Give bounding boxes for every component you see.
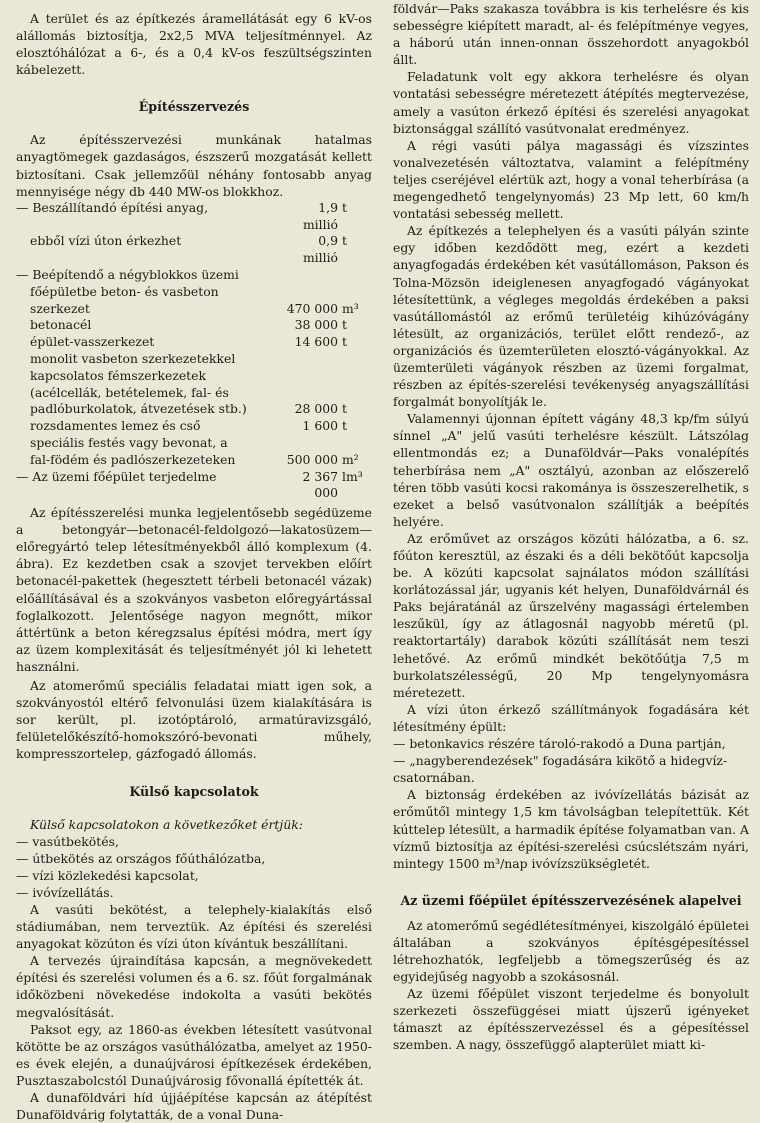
quantity-unit: m²	[342, 451, 359, 467]
quantity-value: 28 000	[294, 401, 338, 417]
quantity-label: rozsdamentes lemez és cső	[30, 418, 201, 434]
quantity-value: 14 600	[294, 334, 338, 350]
quantity-row	[16, 200, 372, 234]
section-heading-external: Külső kapcsolatok	[129, 783, 259, 799]
quantity-unit	[338, 435, 372, 452]
quantity-row	[16, 351, 372, 368]
section-heading-principles: Az üzemi főépület építésszervezésének alapelvei	[400, 892, 742, 908]
quantity-label: főépületbe beton- és vasbeton	[30, 283, 219, 299]
quantity-label: ebből vízi úton érkezhet	[30, 233, 182, 249]
quantity-label: — Beépítendő a négyblokkos üzemi	[16, 266, 239, 282]
paragraph: Az atomerőmű segédlétesítményei, kiszolgáló épületei általában a szokványos építésgépesítéssel létrehozhatók, legfeljebb a tömegszerűség és az egyidejűség nagyobb a szokásosnál.	[393, 917, 749, 985]
left-column	[16, 10, 372, 1123]
quantity-row	[16, 233, 372, 267]
paragraph: A biztonság érdekében az ivóvízellátás bázisát az erőműtől mintegy 1,5 km távolságban telepítettük. Két kúttelep létesült, a harmadik építése folyamatban van. A vízmű biztosítja az építési-szerelési csúcslétszám nyári, mintegy 1500 m³/nap ivóvízszükségletét.	[393, 787, 749, 871]
paragraph: Az üzemi főépület viszont terjedelme és bonyolult szerkezeti összefüggései miatt újszerű igényeket támaszt az építésszervezéssel és a gépesítéssel szemben. A nagy, összefüggő alapterület miatt ki-	[393, 986, 749, 1053]
paragraph: A tervezés újraindítása kapcsán, a megnövekedett építési és szerelési volumen és a 6. sz. főút forgalmának időközbeni növekedése indokolta a vasúti bekötés megvalósítását.	[16, 953, 372, 1020]
quantity-unit	[338, 385, 372, 402]
quantity-value: 2 367 000	[302, 468, 338, 501]
paragraph: Az építkezés a telephelyen és a vasúti pályán szinte egy időben kezdődött meg, ezért a kezdeti anyagfogadás érdekében két vasútállomáson, Pakson és Tolna-Mözsön ideiglenesen anyagfogadó vágányokat létesítettünk, a végleges megoldás érdekében a paksi vasútállomástól az erőmű területéig kihúzóvágány létesült, az organizációs, terület előtt rendező-, az organizációs és üzemterületen elosztó-vágányokkal. Az üzemterületi vágányok részben az üzemi forgalmat, részben az építés-szerelési tevékenység anyagszállítási forgalmát bonyolítják le.	[393, 223, 749, 410]
quantity-label: speciális festés vagy bevonat, a	[30, 434, 228, 450]
quantity-unit	[338, 267, 372, 284]
paragraph: földvár—Paks szakasza továbbra is kis terhelésre és kis sebességre kiépített maradt, al- és felépítménye vegyes, a háború után innen-onnan összehordott anyagokból állt.	[393, 1, 749, 68]
quantity-row	[16, 385, 372, 402]
quantity-label: épület-vasszerkezet	[30, 334, 155, 350]
paragraph: Az építésszervezési munkának hatalmas anyagtömegek gazdaságos, észszerű mozgatását kellett biztosítani. Csak jellemzőül néhány fontosabb anyag mennyisége négy db 440 MW-os blokkhoz.	[16, 132, 372, 199]
list-item: — ivóvízellátás.	[16, 884, 114, 900]
quantity-unit: lm³	[342, 468, 363, 484]
quantity-label: kapcsolatos fémszerkezetek	[30, 367, 207, 383]
quantity-value	[282, 267, 338, 284]
quantity-value: 500 000	[286, 451, 338, 467]
intro-paragraph: A terület és az építkezés áramellátását egy 6 kV-os alállomás biztosítja, 2x2,5 MVA teljesítménnyel. Az elosztóhálózat a 6-, és a 0,4 kV-os feszültségszinten kábelezett.	[16, 11, 372, 78]
paragraph: Az erőművet az országos közúti hálózatba, a 6. sz. főúton keresztül, az északi és a déli bekötőút kapcsolja be. A közúti kapcsolat sajnálatos módon szállítási korlátozással jár, ugyanis két helyen, Dunaföldvárnál és Paks bejáratánál az űrszelvény magassági értelemben leszűkül, így az átlagosnál nagyobb méretű (pl. reaktortartály) darabok közúti szállítását nem teszi lehetővé. Az erőmű mindkét bekötőútja 7,5 m burkolatszélességű, 20 Mp tengelynyomásra méretezett.	[393, 530, 749, 700]
external-list	[16, 833, 372, 901]
quantity-label: — Az üzemi főépület terjedelme	[16, 468, 217, 484]
quantity-label: fal-födém és padlószerkezeteken	[30, 451, 236, 467]
quantity-value	[282, 351, 338, 368]
lead-text: Külső kapcsolatokon a következőket értjük:	[30, 816, 303, 832]
paragraph: A dunaföldvári híd újjáépítése kapcsán az átépítést Dunaföldvárig folytatták, de a vonal Duna-	[16, 1090, 372, 1123]
list-item: — vízi közlekedési kapcsolat,	[16, 867, 199, 883]
quantity-row	[16, 317, 372, 334]
water-facilities-list	[393, 735, 749, 786]
quantity-unit	[338, 368, 372, 385]
quantity-row	[16, 418, 372, 435]
quantities-table	[16, 200, 372, 502]
quantity-value	[282, 284, 338, 301]
quantity-value	[282, 368, 338, 385]
quantity-value	[282, 385, 338, 402]
paragraph: Feladatunk volt egy akkora terhelésre és olyan vontatási sebességre méretezett átépítés megtervezése, amely a vasúton érkező építési és szerelési anyagokat biztonsággal szállító vasútvonalat eredményez.	[393, 69, 749, 136]
quantity-label: betonacél	[30, 317, 92, 333]
quantity-row	[16, 452, 372, 469]
quantity-label: padlóburkolatok, átvezetések stb.)	[30, 401, 247, 417]
quantity-value: 0,9 millió	[302, 233, 338, 266]
quantity-label: monolit vasbeton szerkezetekkel	[30, 350, 236, 366]
paragraph: Az atomerőmű speciális feladatai miatt igen sok, a szokványostól eltérő felvonulási üzem kialakítására is sor került, pl. izotóptároló, armatúravizsgáló, felületelőkészítő-homokszóró-bevonati műhely, kompresszortelep, gázfogadó állomás.	[16, 678, 372, 762]
quantity-row	[16, 301, 372, 318]
paragraph: A vasúti bekötést, a telephely-kialakítás első stádiumában, nem terveztük. Az építési és szerelési anyagokat közúton és vízi úton kívántuk beszállítani.	[16, 901, 372, 952]
quantity-label: szerkezet	[30, 300, 90, 316]
list-item: — útbekötés az országos főúthálózatba,	[16, 850, 266, 866]
quantity-row	[16, 368, 372, 385]
quantity-unit: t	[342, 334, 347, 350]
quantity-unit	[338, 284, 372, 301]
paragraph: Az építésszerelési munka legjelentősebb segédüzeme a betongyár—betonacél-feldolgozó—lakatosüzem—előregyártó telep létesítményekből álló komplexum (4. ábra). Ez kezdetben csak a szovjet tervekben előírt betonacél-pakettek (hegesztett térbeli betonacél vázak) előállításával és a szokványos vasbeton előregyártással foglalkozott. Jelentősége nagyon megnőtt, mikor áttértünk a beton kéregzsalus építési módra, mert így az üzem komplexitását és teljesítményét jól ki lehetett használni.	[16, 505, 372, 674]
quantity-row	[16, 284, 372, 301]
paragraph: A régi vasúti pálya magassági és vízszintes vonalvezetésén változtatva, valamint a felépítmény teljes cseréjével elértük azt, hogy a vonal teherbírása (a megengedhető tengelynyomás) 23 Mp lett, 60 km/h vontatási sebesség mellett.	[393, 137, 749, 222]
quantity-row	[16, 469, 372, 503]
quantity-value: 38 000	[294, 317, 338, 333]
paragraph: A vízi úton érkező szállítmányok fogadására két létesítmény épült:	[393, 701, 749, 734]
quantity-value: 1,9 millió	[302, 199, 338, 232]
quantity-unit: t	[342, 317, 347, 333]
quantity-unit: t	[342, 418, 347, 434]
quantity-unit: t	[342, 199, 347, 215]
paragraph: Valamennyi újonnan épített vágány 48,3 kp/fm súlyú sínnel „A" jelű vasúti terhelésre készült. Látszólag ellentmondás ez; a Dunaföldvár—Paks vonalépítés teherbírása nem „A" osztályú, azonban az előszerelő téren több vasúti kocsi rakománya is összeszerelhetik, s ezeket a belső vasútvonalon szállítják a beépítés helyére.	[393, 411, 749, 529]
quantity-value	[282, 435, 338, 452]
quantity-value: 470 000	[286, 300, 338, 316]
list-item: — „nagyberendezések" fogadására kikötő a hidegvíz-csatornában.	[393, 753, 728, 786]
quantity-label: — Beszállítandó építési anyag,	[16, 199, 209, 215]
quantity-row	[16, 401, 372, 418]
quantity-row	[16, 435, 372, 452]
quantity-value: 1 600	[302, 418, 338, 434]
quantity-unit: m³	[342, 300, 359, 316]
section-heading-construction: Építésszervezés	[138, 99, 250, 115]
right-column	[393, 0, 749, 1054]
quantity-row	[16, 267, 372, 284]
list-item: — vasútbekötés,	[16, 833, 119, 849]
quantity-unit: t	[342, 401, 347, 417]
quantity-label: (acélcellák, betételemek, fal- és	[30, 384, 229, 400]
paragraph: Paksot egy, az 1860-as években létesített vasútvonal kötötte be az országos vasúthálózatba, amelyet az 1950-es évek elején, a dunaújvárosi építkezések érdekében, Pusztaszabolcstól Dunaújvárosig fővonallá építették át.	[16, 1021, 372, 1088]
quantity-row	[16, 334, 372, 351]
quantity-unit: t	[342, 233, 347, 249]
quantity-unit	[338, 351, 372, 368]
list-item: — betonkavics részére tároló-rakodó a Duna partján,	[393, 736, 726, 752]
